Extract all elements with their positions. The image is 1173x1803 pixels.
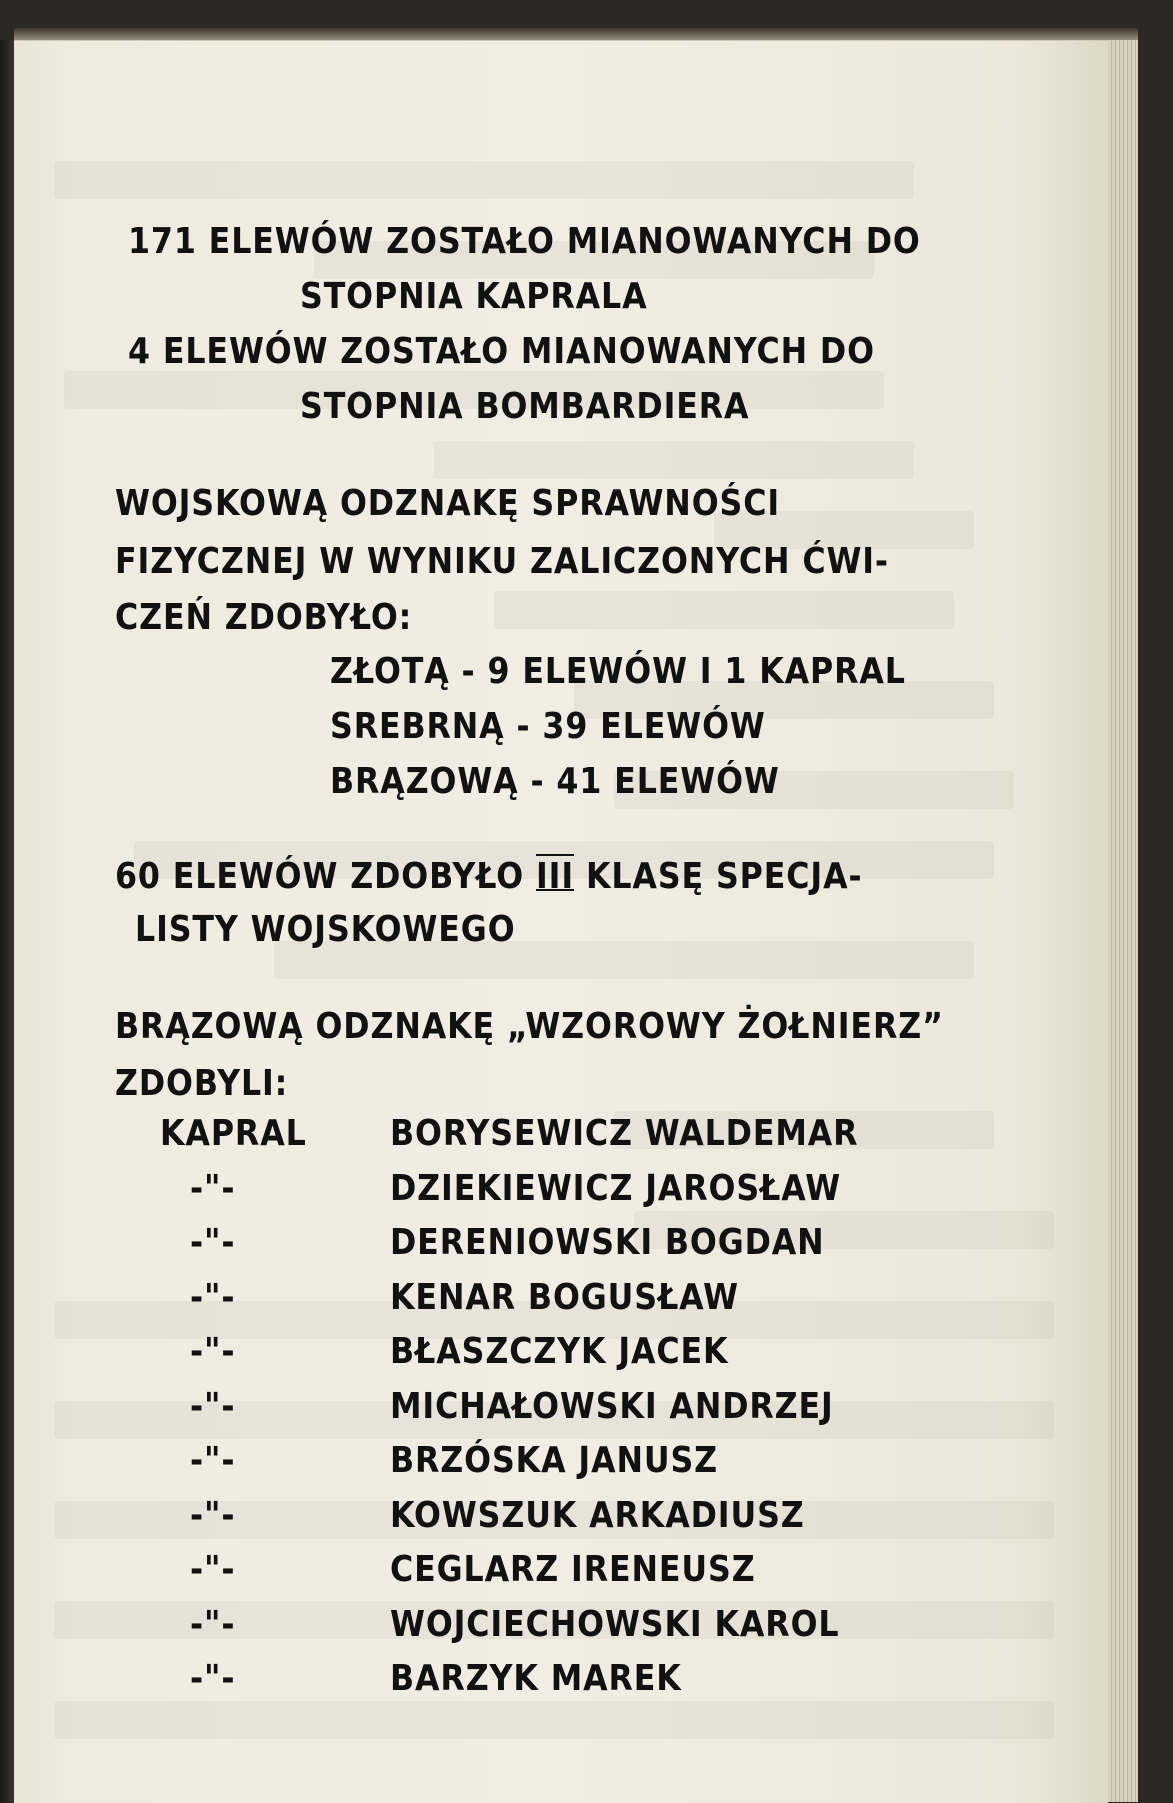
soldier-name: BORYSEWICZ WALDEMAR bbox=[390, 1113, 859, 1154]
soldier-name: CEGLARZ IRENEUSZ bbox=[390, 1549, 756, 1590]
text-line-11-end: KLASĘ SPECJA- bbox=[585, 856, 863, 897]
background-edge bbox=[1138, 40, 1173, 1802]
soldier-rank: -"- bbox=[190, 1167, 236, 1209]
soldier-rank: -"- bbox=[190, 1494, 236, 1536]
text-line-13: BRĄZOWĄ ODZNAKĘ „WZOROWY ŻOŁNIERZ” bbox=[115, 1006, 944, 1047]
text-line-7: CZEŃ ZDOBYŁO: bbox=[115, 597, 413, 638]
soldier-rank: KAPRAL bbox=[160, 1113, 307, 1154]
text-line-10: BRĄZOWĄ - 41 ELEWÓW bbox=[330, 761, 780, 802]
soldier-rank: -"- bbox=[190, 1603, 236, 1645]
text-line-5: WOJSKOWĄ ODZNAKĘ SPRAWNOŚCI bbox=[115, 483, 781, 524]
soldier-name: DZIEKIEWICZ JAROSŁAW bbox=[390, 1167, 842, 1209]
soldier-name: BRZÓSKA JANUSZ bbox=[390, 1440, 719, 1481]
roman-numeral-class: III bbox=[536, 856, 575, 897]
soldier-name: DERENIOWSKI BOGDAN bbox=[390, 1222, 825, 1263]
text-line-4: STOPNIA BOMBARDIERA bbox=[300, 386, 750, 427]
text-line-11-start: 60 ELEWÓW ZDOBYŁO bbox=[115, 856, 525, 897]
soldier-name: KOWSZUK ARKADIUSZ bbox=[390, 1494, 805, 1536]
text-line-8: ZŁOTĄ - 9 ELEWÓW I 1 KAPRAL bbox=[330, 651, 906, 692]
soldier-name: MICHAŁOWSKI ANDRZEJ bbox=[390, 1385, 834, 1427]
soldier-rank: -"- bbox=[190, 1222, 236, 1263]
soldier-name: KENAR BOGUSŁAW bbox=[390, 1276, 739, 1318]
text-line-3: 4 ELEWÓW ZOSTAŁO MIANOWANYCH DO bbox=[128, 331, 875, 372]
soldier-name: BŁASZCZYK JACEK bbox=[390, 1331, 729, 1372]
text-line-12: LISTY WOJSKOWEGO bbox=[135, 909, 516, 950]
soldier-rank: -"- bbox=[190, 1440, 236, 1481]
page-stack-edge bbox=[1108, 40, 1138, 1802]
text-line-2: STOPNIA KAPRALA bbox=[300, 276, 648, 317]
text-line-11 bbox=[115, 855, 863, 899]
soldier-rank: -"- bbox=[190, 1385, 236, 1427]
soldier-name: BARZYK MAREK bbox=[390, 1658, 682, 1699]
soldier-rank: -"- bbox=[190, 1331, 236, 1372]
book-binding bbox=[0, 40, 14, 1802]
text-line-1: 171 ELEWÓW ZOSTAŁO MIANOWANYCH DO bbox=[128, 221, 921, 262]
soldier-rank: -"- bbox=[190, 1549, 236, 1590]
soldier-name: WOJCIECHOWSKI KAROL bbox=[390, 1603, 840, 1645]
text-line-9: SREBRNĄ - 39 ELEWÓW bbox=[330, 706, 766, 747]
soldier-rank: -"- bbox=[190, 1658, 236, 1699]
soldier-rank: -"- bbox=[190, 1276, 236, 1318]
text-line-6: FIZYCZNEJ W WYNIKU ZALICZONYCH ĆWI- bbox=[115, 541, 889, 582]
text-line-14: ZDOBYLI: bbox=[115, 1063, 289, 1104]
